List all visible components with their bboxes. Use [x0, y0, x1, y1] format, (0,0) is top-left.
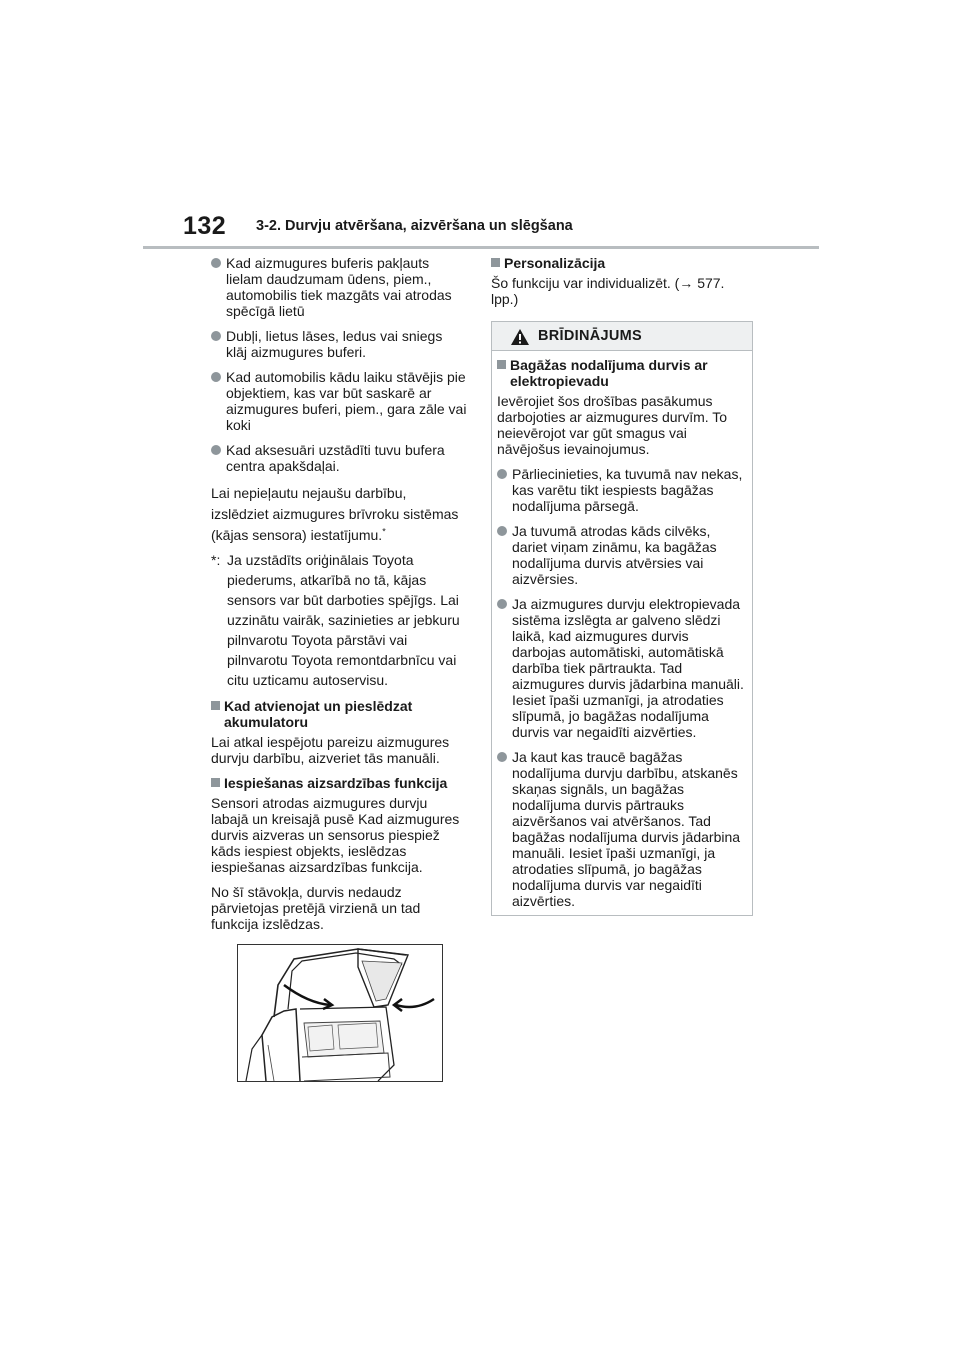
- section-heading-pinch: Iespiešanas aizsardzības funkcija: [211, 775, 467, 791]
- section-text-customization: Šo funkciju var individualizēt. (→ 577. lpp.): [491, 275, 725, 307]
- list-item: Pārliecinieties, ka tuvumā nav nekas, kas varētu tikt iespiests bagāžas nodalījuma pārsegā.: [497, 466, 746, 514]
- list-item: Ja tuvumā atrodas kāds cilvēks, dariet viņam zināmu, ka bagāžas nodalījuma durvis atvērsies vai aizvērsies.: [497, 523, 746, 587]
- list-item: Kad automobilis kādu laiku stāvējis pie objektiem, kas var būt saskarē ar aizmugures buferi, piem., gara zāle vai koki: [211, 369, 467, 433]
- list-item: Kad aizmugures buferis pakļauts lielam daudzumam ūdens, piem., automobilis tiek mazgāts vai atrodas spēcīgā lietū: [211, 255, 467, 319]
- chapter-title: 3-2. Durvju atvēršana, aizvēršana un slēgšana: [256, 218, 573, 234]
- bullet-icon: [497, 752, 507, 762]
- bullet-icon: [497, 526, 507, 536]
- section-text-pinch-1: Sensori atrodas aizmugures durvju labajā un kreisajā pusē Kad aizmugures durvis aizveras un sensorus piespiež kāds iespiest objekts, ieslēdzas iespiešanas aizsardzības funkcija.: [211, 795, 460, 875]
- section-text-battery: Lai atkal iespējotu pareizu aizmugures durvju darbību, aizveriet tās manuāli.: [211, 734, 450, 766]
- left-column: [211, 255, 467, 1082]
- square-bullet-icon: [497, 360, 506, 369]
- square-bullet-icon: [211, 701, 220, 710]
- section-heading-customization: Personalizācija: [491, 255, 753, 271]
- footnote: [211, 550, 467, 690]
- bullet-icon: [497, 469, 507, 479]
- warning-subheading: Bagāžas nodalījuma durvis ar elektropievadu: [497, 357, 746, 389]
- bullet-icon: [211, 258, 221, 268]
- list-item: Kad aksesuāri uzstādīti tuvu bufera centra apakšdaļai.: [211, 442, 467, 474]
- warning-body: [492, 351, 752, 915]
- section-heading-battery: Kad atvienojat un pieslēdzat akumulatoru: [211, 698, 467, 730]
- square-bullet-icon: [211, 778, 220, 787]
- warning-title: BRĪDINĀJUMS: [538, 328, 642, 344]
- square-bullet-icon: [491, 258, 500, 267]
- bullet-icon: [211, 445, 221, 455]
- section-text-pinch-2: No šī stāvokļa, durvis nedaudz pārvietojas pretējā virzienā un tad funkcija izslēdzas.: [211, 884, 421, 932]
- note-paragraph: Lai nepieļautu nejaušu darbību, izslēdziet aizmugures brīvroku sistēmas (kājas sensora) iestatījumu.*: [211, 485, 459, 543]
- list-item: Ja aizmugures durvju elektropievada sistēma izslēgta ar galveno slēdzi laikā, kad aizmugures durvis darbojas automātiski, automātiskā darbība tiek pārtraukta. Tad aizmugures durvis jādarbina manuāli. Iesiet īpaši uzmanīgi, ja atrodaties slīpumā, jo bagāžas nodalījuma durvis var negaidīti aizvērties.: [497, 596, 746, 740]
- page-number: 132: [183, 212, 227, 240]
- warning-triangle-icon: [510, 328, 530, 349]
- warning-header: [492, 322, 752, 351]
- list-item: Ja kaut kas traucē bagāžas nodalījuma durvju darbību, atskanēs skaņas signāls, un bagāžas nodalījuma durvis pārtrauks aizvēršanos vai atvēršanos. Tad bagāžas nodalījuma durvis jādarbina manuāli. Iesiet īpaši uzmanīgi, ja atrodaties slīpumā, jo bagāžas nodalījuma durvis var negaidīti aizvērties.: [497, 749, 746, 909]
- warning-intro: Ievērojiet šos drošības pasākumus darbojoties ar aizmugures durvīm. To neievērojot var gūt smagus vai nāvējošus ievainojumus.: [497, 393, 728, 457]
- page-header: [183, 212, 823, 248]
- footnote-marker: *: [382, 526, 386, 537]
- bullet-icon: [211, 331, 221, 341]
- list-item: Dubļi, lietus lāses, ledus vai sniegs klāj aizmugures buferi.: [211, 328, 467, 360]
- footnote-text: Ja uzstādīts oriģinālais Toyota piederums, atkarībā no tā, kājas sensors var būt darboties spējīgs. Lai uzzinātu vairāk, sazinieties ar jebkuru pilnvarotu Toyota pārstāvi vai pilnvarotu Toyota remontdarbnīcu vai citu uzticamu autoservisu.: [227, 552, 460, 688]
- header-rule: [143, 246, 819, 249]
- bullet-icon: [497, 599, 507, 609]
- open-tailgate-illustration: [237, 944, 443, 1082]
- right-column: [491, 255, 753, 916]
- warning-box: [491, 321, 753, 916]
- footnote-mark: *:: [211, 552, 221, 568]
- bullet-icon: [211, 372, 221, 382]
